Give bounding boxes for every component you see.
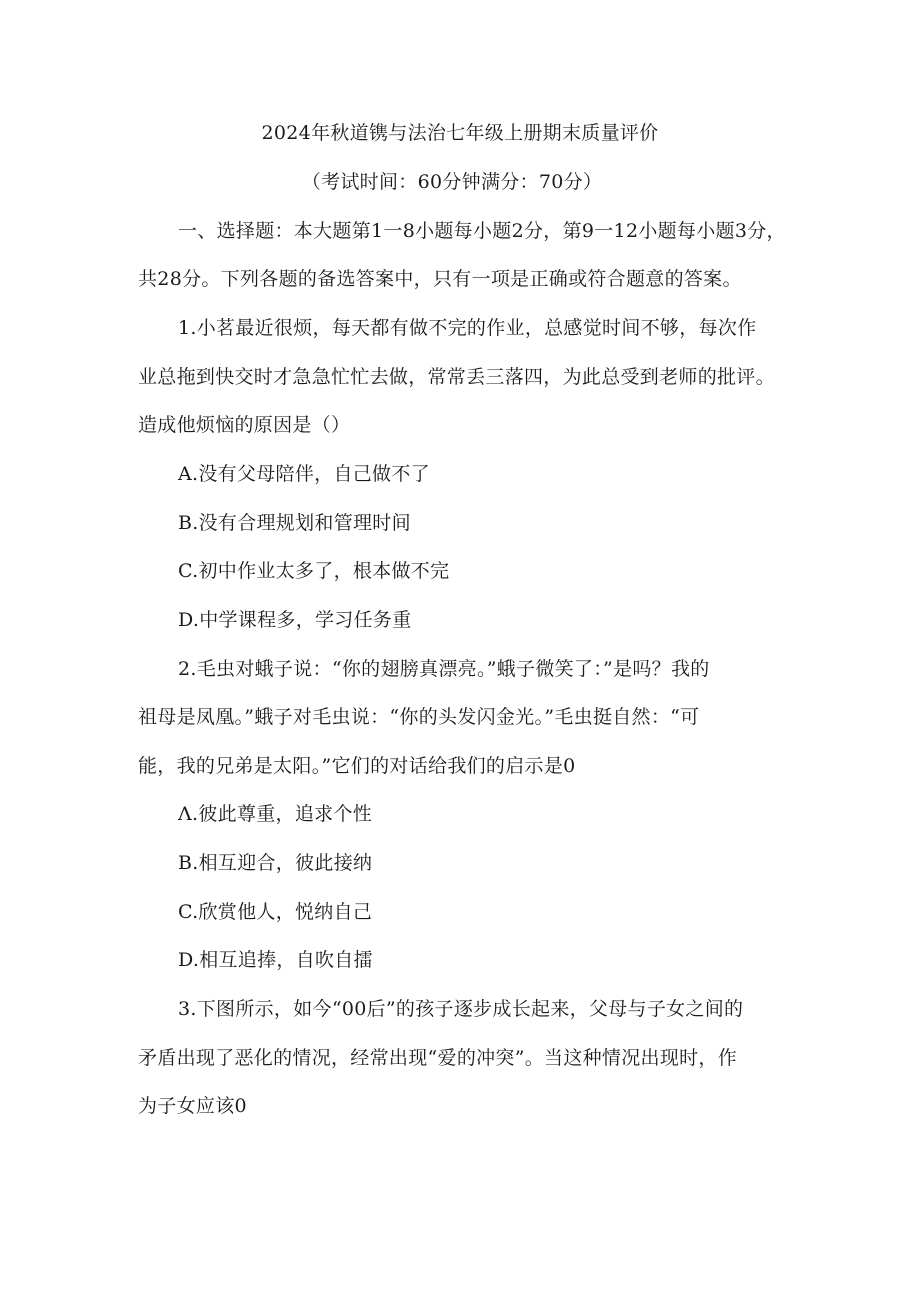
q1-option-c: C.初中作业太多了，根本做不完 [178, 560, 450, 582]
q1-option-b: B.没有合理规划和管理时间 [178, 512, 411, 534]
exam-subtitle: （考试时间：60分钟满分：70分） [301, 171, 603, 193]
q2-stem-line1: 2.毛虫对蛾子说：“你的翅膀真漂亮。”蛾子微笑了：”是吗？我的 [178, 658, 710, 680]
q1-option-d: D.中学课程多，学习任务重 [178, 609, 412, 631]
q2-option-b: B.相互迎合，彼此接纳 [178, 852, 373, 874]
q2-option-a: Λ.彼此尊重，追求个性 [178, 803, 373, 825]
q1-stem-line2: 业总拖到快交时才急急忙忙去做，常常丢三落四，为此总受到老师的批评。 [138, 366, 775, 388]
section1-instruction-line1: 一、选择题：本大题第1一8小题每小题2分，第9一12小题每小题3分， [178, 220, 786, 242]
q2-option-c: C.欣赏他人，悦纳自己 [178, 901, 373, 923]
exam-title: 2024年秋道镌与法治七年级上册期末质量评价 [261, 122, 659, 144]
q1-option-a: A.没有父母陪伴，自己做不了 [178, 463, 430, 485]
q2-option-d: D.相互追捧，自吹自擂 [178, 949, 373, 971]
q3-stem-line2: 矛盾出现了恶化的情况，经常出现“爱的冲突”。当这种情况出现时，作 [138, 1047, 738, 1069]
q3-stem-line3: 为子女应该0 [138, 1095, 247, 1117]
q1-stem-line1: 1.小茗最近很烦，每天都有做不完的作业，总感觉时间不够，每次作 [178, 317, 757, 339]
q2-stem-line2: 祖母是凤凰。”蛾子对毛虫说：“你的头发闪金光。”毛虫挺自然：“可 [138, 706, 700, 728]
q1-stem-line3: 造成他烦恼的原因是（） [138, 414, 351, 436]
q2-stem-line3: 能，我的兄弟是太阳。”它们的对话给我们的启示是0 [138, 755, 576, 777]
q3-stem-line1: 3.下图所示，如今“00后”的孩子逐步成长起来，父母与子女之间的 [178, 998, 744, 1020]
section1-instruction-line2: 共28分。下列各题的备选答案中，只有一项是正确或符合题意的答案。 [138, 268, 742, 290]
